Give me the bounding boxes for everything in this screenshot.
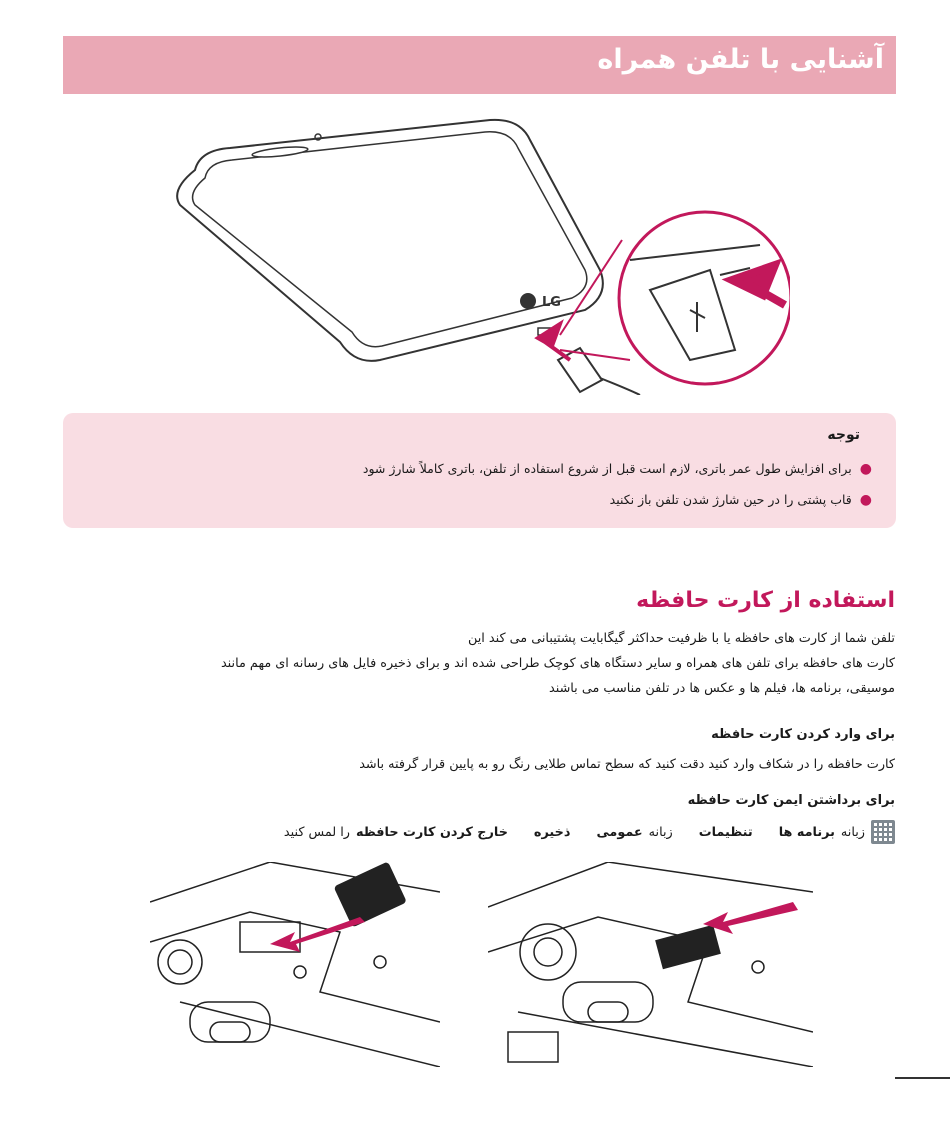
paragraph-line: کارت های حافظه برای تلفن های همراه و سایر دستگاه های کوچک طراحی شده اند و برای ذخیره فایل های رسانه ای مهم مانند [220,656,895,671]
step-unmount: خارج کردن کارت حافظه [355,824,508,840]
insert-card-title: برای وارد کردن کارت حافظه [711,727,895,742]
note-item-text: قاب پشتی را در حین شارژ شدن تلفن باز نکنید [609,492,852,507]
remove-card-steps [284,818,895,846]
step-storage: ذخیره [533,824,571,840]
note-item [363,484,872,515]
section-title: استفاده از کارت حافظه [636,588,895,613]
section-banner [63,36,896,94]
footer-rule [895,1077,950,1079]
note-list [363,453,872,515]
note-item-text: برای افزایش طول عمر باتری، لازم است قبل از شروع استفاده از تلفن، باتری کاملاً شارژ شود [362,461,852,476]
note-title: توجه [827,427,860,443]
insert-card-text: کارت حافظه را در شکاف وارد کنید دقت کنید که سطح تماس طلایی رنگ رو به پایین قرار گرفته باشد [359,757,895,772]
step-text: زبانه [840,824,865,840]
step-text: زبانه [648,824,673,840]
step-apps: برنامه ها [778,824,835,840]
page-title: آشنایی با تلفن همراه [597,44,884,75]
step-settings: تنظیمات [698,824,753,840]
svg-text:LG: LG [542,295,561,310]
phone-charging-illustration [160,110,790,395]
note-box [63,413,896,528]
inserted-card-illustration [488,862,813,1067]
arrow-icon [703,902,798,934]
remove-card-title: برای برداشتن ایمن کارت حافظه [687,793,895,808]
note-item [363,453,872,484]
apps-grid-icon [871,820,895,844]
bullet-icon: ● [859,460,872,477]
step-text: را لمس کنید [283,824,350,840]
bullet-icon: ● [859,491,872,508]
paragraph-line: موسیقی، برنامه ها، فیلم ها و عکس ها در تلفن مناسب می باشند [548,681,895,696]
paragraph-line: تلفن شما از کارت های حافظه یا با ظرفیت حداکثر گیگابایت پشتیبانی می کند این [467,631,895,646]
step-general: عمومی [596,824,643,840]
intro-paragraph [63,631,895,706]
insert-card-illustration [150,862,440,1067]
